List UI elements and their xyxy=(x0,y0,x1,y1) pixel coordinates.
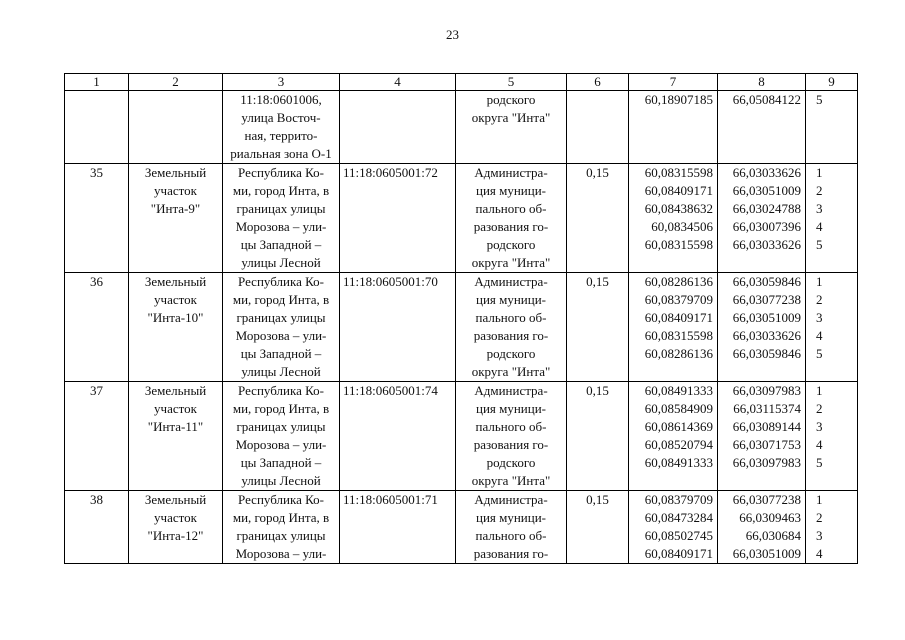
coordinate-y-cell-line: 66,03033626 xyxy=(732,237,801,252)
owner-cell-line: округа "Инта" xyxy=(471,473,551,488)
coordinate-y-cell-line: 66,030684 xyxy=(745,528,801,543)
owner-cell-line: ция муници- xyxy=(475,401,547,416)
owner-cell xyxy=(456,273,567,382)
coordinate-x-cell-line: 60,08315598 xyxy=(644,328,713,343)
owner-cell-line: разования го- xyxy=(473,437,549,452)
owner-cell xyxy=(456,91,567,164)
header-cell: 5 xyxy=(456,74,567,91)
coordinate-y-cell-line: 66,03077238 xyxy=(732,292,801,307)
location-cell xyxy=(223,491,340,564)
location-cell-line: ми, город Инта, в xyxy=(232,292,330,307)
row-number-cell: 38 xyxy=(65,491,129,564)
coordinate-x-cell-line: 60,08409171 xyxy=(644,546,713,561)
coordinate-x-cell xyxy=(629,491,718,564)
location-cell-line: Морозова – ули- xyxy=(235,546,327,561)
point-number-cell-line: 1 xyxy=(816,165,823,180)
owner-cell xyxy=(456,164,567,273)
coordinate-y-cell-line: 66,03033626 xyxy=(732,165,801,180)
owner-cell-line: округа "Инта" xyxy=(471,364,551,379)
coordinate-y-cell-line: 66,03024788 xyxy=(732,201,801,216)
plot-name-cell-line: участок xyxy=(154,292,197,307)
owner-cell-line: пального об- xyxy=(475,419,547,434)
cadastral-number-cell: 11:18:0605001:74 xyxy=(340,382,456,491)
header-cell: 8 xyxy=(718,74,806,91)
cadastral-number-cell: 11:18:0605001:72 xyxy=(340,164,456,273)
header-cell: 4 xyxy=(340,74,456,91)
plot-name-cell-line: Земельный xyxy=(144,274,207,289)
location-cell xyxy=(223,91,340,164)
plot-name-cell-line: Земельный xyxy=(144,383,207,398)
location-cell-line: Республика Ко- xyxy=(238,492,324,507)
owner-cell-line: родского xyxy=(486,346,536,361)
coordinate-y-cell xyxy=(718,382,806,491)
location-cell-line: цы Западной – xyxy=(240,346,322,361)
location-cell-line: Морозова – ули- xyxy=(235,437,327,452)
row-number-cell: 35 xyxy=(65,164,129,273)
owner-cell-line: разования го- xyxy=(473,219,549,234)
location-cell xyxy=(223,273,340,382)
plot-name-cell-line: участок xyxy=(154,183,197,198)
point-number-cell-line: 2 xyxy=(816,401,823,416)
land-plots-table xyxy=(64,73,858,564)
coordinate-y-cell-line: 66,03115374 xyxy=(733,401,801,416)
point-number-cell-line: 5 xyxy=(816,346,823,361)
owner-cell xyxy=(456,491,567,564)
coordinate-x-cell-line: 60,08315598 xyxy=(644,165,713,180)
coordinate-y-cell-line: 66,05084122 xyxy=(732,92,801,107)
coordinate-x-cell-line: 60,18907185 xyxy=(644,92,713,107)
point-number-cell xyxy=(806,91,858,164)
header-cell: 2 xyxy=(129,74,223,91)
plot-name-cell-line: участок xyxy=(154,401,197,416)
location-cell-line: ми, город Инта, в xyxy=(232,183,330,198)
plot-name-cell-line: участок xyxy=(154,510,197,525)
coordinate-y-cell-line: 66,0309463 xyxy=(739,510,801,525)
coordinate-y-cell-line: 66,03071753 xyxy=(732,437,801,452)
plot-name-cell-line: "Инта-10" xyxy=(147,310,204,325)
coordinate-x-cell xyxy=(629,382,718,491)
plot-name-cell xyxy=(129,491,223,564)
location-cell-line: цы Западной – xyxy=(240,455,322,470)
coordinate-x-cell xyxy=(629,273,718,382)
plot-name-cell xyxy=(129,382,223,491)
coordinate-x-cell-line: 60,08379709 xyxy=(644,292,713,307)
row-number-cell: 37 xyxy=(65,382,129,491)
location-cell-line: улицы Лесной xyxy=(241,255,321,270)
plot-name-cell-line: "Инта-9" xyxy=(150,201,201,216)
point-number-cell-line: 1 xyxy=(816,383,823,398)
coordinate-y-cell-line: 66,03033626 xyxy=(732,328,801,343)
area-cell: 0,15 xyxy=(567,382,629,491)
row-number-cell: 36 xyxy=(65,273,129,382)
location-cell-line: риальная зона О-1 xyxy=(230,146,332,161)
header-cell: 9 xyxy=(806,74,858,91)
location-cell-line: границах улицы xyxy=(236,310,326,325)
coordinate-x-cell xyxy=(629,91,718,164)
coordinate-y-cell-line: 66,03059846 xyxy=(732,346,801,361)
header-cell: 7 xyxy=(629,74,718,91)
location-cell-line: Морозова – ули- xyxy=(235,219,327,234)
point-number-cell-line: 2 xyxy=(816,292,823,307)
coordinate-y-cell-line: 66,03089144 xyxy=(732,419,801,434)
coordinate-y-cell-line: 66,03051009 xyxy=(732,183,801,198)
location-cell-line: ми, город Инта, в xyxy=(232,401,330,416)
coordinate-x-cell-line: 60,08491333 xyxy=(644,455,713,470)
location-cell-line: границах улицы xyxy=(236,528,326,543)
location-cell-line: цы Западной – xyxy=(240,237,322,252)
plot-name-cell xyxy=(129,273,223,382)
coordinate-x-cell-line: 60,08409171 xyxy=(644,183,713,198)
owner-cell-line: родского xyxy=(486,237,536,252)
location-cell-line: улицы Лесной xyxy=(241,364,321,379)
coordinate-x-cell-line: 60,08286136 xyxy=(644,346,713,361)
table-body xyxy=(65,91,858,564)
coordinate-x-cell-line: 60,08438632 xyxy=(644,201,713,216)
header-cell: 3 xyxy=(223,74,340,91)
coordinate-x-cell-line: 60,08315598 xyxy=(644,237,713,252)
owner-cell-line: родского xyxy=(486,455,536,470)
header-cell: 6 xyxy=(567,74,629,91)
point-number-cell-line: 3 xyxy=(816,419,823,434)
location-cell xyxy=(223,164,340,273)
owner-cell-line: пального об- xyxy=(475,310,547,325)
coordinate-x-cell-line: 60,08520794 xyxy=(644,437,713,452)
table-row xyxy=(65,382,858,491)
owner-cell-line: ция муници- xyxy=(475,510,547,525)
plot-name-cell-line: Земельный xyxy=(144,165,207,180)
owner-cell xyxy=(456,382,567,491)
area-cell: 0,15 xyxy=(567,491,629,564)
coordinate-y-cell xyxy=(718,273,806,382)
location-cell-line: границах улицы xyxy=(236,419,326,434)
coordinate-x-cell-line: 60,08491333 xyxy=(644,383,713,398)
table-row xyxy=(65,91,858,164)
coordinate-y-cell-line: 66,03077238 xyxy=(732,492,801,507)
point-number-cell xyxy=(806,491,858,564)
owner-cell-line: разования го- xyxy=(473,546,549,561)
coordinate-y-cell-line: 66,03097983 xyxy=(732,383,801,398)
point-number-cell-line: 4 xyxy=(816,437,823,452)
table-row xyxy=(65,164,858,273)
location-cell-line: улицы Лесной xyxy=(241,473,321,488)
owner-cell-line: пального об- xyxy=(475,528,547,543)
table-row xyxy=(65,491,858,564)
location-cell-line: Морозова – ули- xyxy=(235,328,327,343)
owner-cell-line: округа "Инта" xyxy=(471,255,551,270)
point-number-cell xyxy=(806,164,858,273)
point-number-cell-line: 4 xyxy=(816,328,823,343)
location-cell-line: Республика Ко- xyxy=(238,383,324,398)
coordinate-y-cell-line: 66,03007396 xyxy=(732,219,801,234)
page-number: 23 xyxy=(446,27,459,42)
coordinate-x-cell-line: 60,08614369 xyxy=(644,419,713,434)
owner-cell-line: пального об- xyxy=(475,201,547,216)
location-cell-line: улица Восточ- xyxy=(241,110,321,125)
coordinate-y-cell xyxy=(718,91,806,164)
location-cell-line: ная, террито- xyxy=(244,128,318,143)
cadastral-number-cell: 11:18:0605001:71 xyxy=(340,491,456,564)
point-number-cell-line: 5 xyxy=(816,92,823,107)
plot-name-cell xyxy=(129,91,223,164)
coordinate-x-cell xyxy=(629,164,718,273)
owner-cell-line: Администра- xyxy=(474,492,548,507)
coordinate-x-cell-line: 60,08473284 xyxy=(644,510,713,525)
point-number-cell-line: 4 xyxy=(816,546,823,561)
coordinate-y-cell xyxy=(718,491,806,564)
coordinate-y-cell-line: 66,03059846 xyxy=(732,274,801,289)
point-number-cell-line: 4 xyxy=(816,219,823,234)
area-cell xyxy=(567,91,629,164)
coordinate-x-cell-line: 60,0834506 xyxy=(651,219,713,234)
row-number-cell xyxy=(65,91,129,164)
owner-cell-line: родского xyxy=(486,92,536,107)
area-cell: 0,15 xyxy=(567,273,629,382)
owner-cell-line: Администра- xyxy=(474,383,548,398)
point-number-cell-line: 5 xyxy=(816,455,823,470)
plot-name-cell xyxy=(129,164,223,273)
point-number-cell xyxy=(806,382,858,491)
point-number-cell-line: 1 xyxy=(816,492,823,507)
location-cell-line: Республика Ко- xyxy=(238,165,324,180)
coordinate-x-cell-line: 60,08286136 xyxy=(644,274,713,289)
point-number-cell-line: 3 xyxy=(816,201,823,216)
location-cell-line: границах улицы xyxy=(236,201,326,216)
owner-cell-line: Администра- xyxy=(474,274,548,289)
owner-cell-line: Администра- xyxy=(474,165,548,180)
coordinate-x-cell-line: 60,08502745 xyxy=(644,528,713,543)
point-number-cell-line: 3 xyxy=(816,528,823,543)
location-cell-line: Республика Ко- xyxy=(238,274,324,289)
owner-cell-line: округа "Инта" xyxy=(471,110,551,125)
coordinate-x-cell-line: 60,08379709 xyxy=(644,492,713,507)
table-row xyxy=(65,273,858,382)
point-number-cell-line: 2 xyxy=(816,510,823,525)
location-cell xyxy=(223,382,340,491)
plot-name-cell-line: "Инта-11" xyxy=(147,419,204,434)
coordinate-x-cell-line: 60,08584909 xyxy=(644,401,713,416)
header-row xyxy=(65,74,858,91)
point-number-cell-line: 5 xyxy=(816,237,823,252)
coordinate-y-cell xyxy=(718,164,806,273)
point-number-cell-line: 3 xyxy=(816,310,823,325)
header-cell: 1 xyxy=(65,74,129,91)
location-cell-line: ми, город Инта, в xyxy=(232,510,330,525)
owner-cell-line: ция муници- xyxy=(475,292,547,307)
point-number-cell-line: 2 xyxy=(816,183,823,198)
coordinate-x-cell-line: 60,08409171 xyxy=(644,310,713,325)
owner-cell-line: разования го- xyxy=(473,328,549,343)
coordinate-y-cell-line: 66,03051009 xyxy=(732,546,801,561)
plot-name-cell-line: Земельный xyxy=(144,492,207,507)
coordinate-y-cell-line: 66,03051009 xyxy=(732,310,801,325)
coordinate-y-cell-line: 66,03097983 xyxy=(732,455,801,470)
point-number-cell xyxy=(806,273,858,382)
point-number-cell-line: 1 xyxy=(816,274,823,289)
location-cell-line: 11:18:0601006, xyxy=(240,92,322,107)
plot-name-cell-line: "Инта-12" xyxy=(147,528,204,543)
area-cell: 0,15 xyxy=(567,164,629,273)
cadastral-number-cell xyxy=(340,91,456,164)
cadastral-number-cell: 11:18:0605001:70 xyxy=(340,273,456,382)
owner-cell-line: ция муници- xyxy=(475,183,547,198)
